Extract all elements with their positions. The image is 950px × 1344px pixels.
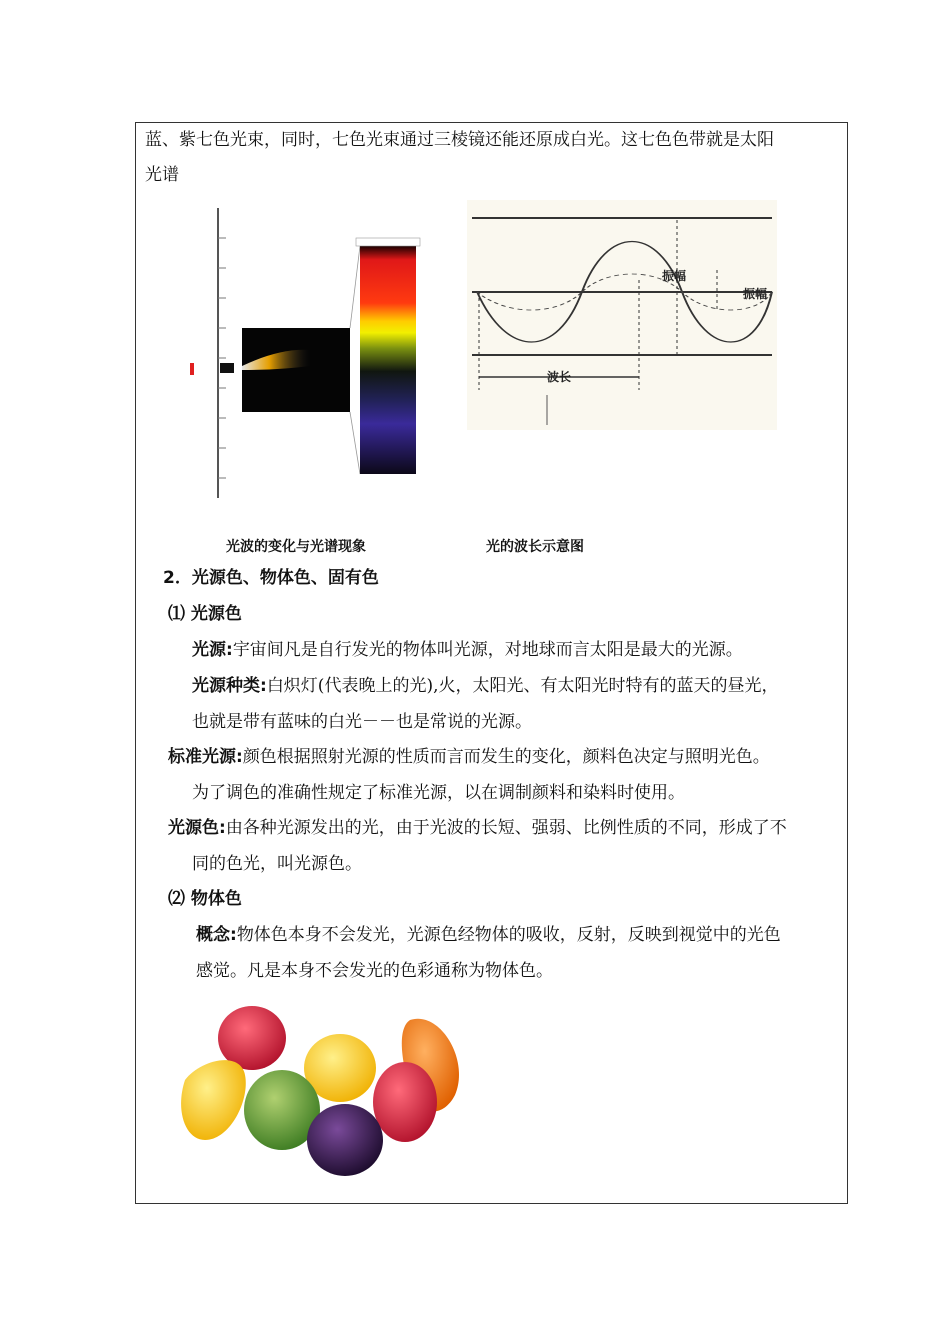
wavelength-diagram — [467, 200, 777, 430]
amplitude-label-2: 振幅 — [743, 287, 768, 301]
light-source-color-line-2: 同的色光，叫光源色。 — [192, 854, 362, 874]
term-light-source-color: 光源色: — [168, 818, 226, 838]
intro-line-1: 蓝、紫七色光束，同时，七色光束通过三棱镜还能还原成白光。这七色色带就是太阳 — [145, 130, 774, 150]
amplitude-label-1: 振幅 — [662, 269, 687, 283]
light-source-color-paragraph: 光源色:由各种光源发出的光，由于光波的长短、强弱、比例性质的不同，形成了不 — [168, 818, 787, 838]
sub-2-heading: ⑵ 物体色 — [168, 889, 242, 909]
term-concept: 概念: — [196, 925, 237, 945]
standard-light-line-2: 为了调色的准确性规定了标准光源，以在调制颜料和染料时使用。 — [192, 783, 685, 803]
term-standard-light: 标准光源: — [168, 747, 243, 767]
light-source-types-line-2: 也就是带有蓝味的白光－－也是常说的光源。 — [192, 712, 532, 732]
wavelength-label: 波长 — [547, 370, 572, 384]
intro-line-2: 光谱 — [145, 165, 179, 185]
wave-caption: 光的波长示意图 — [486, 539, 584, 555]
light-spectrum-figure — [180, 198, 425, 508]
object-color-line-2: 感觉。凡是本身不会发光的色彩通称为物体色。 — [196, 961, 553, 981]
term-light-source: 光源: — [192, 640, 233, 660]
spectrum-caption: 光波的变化与光谱现象 — [226, 539, 366, 555]
sub-1-heading: ⑴ 光源色 — [168, 604, 242, 624]
term-light-source-types: 光源种类: — [192, 676, 267, 696]
light-source-types-paragraph: 光源种类:白炽灯(代表晚上的光),火，太阳光、有太阳光时特有的蓝天的昼光， — [192, 676, 779, 696]
gummy-candies-photo — [180, 1000, 470, 1180]
section-2-heading: 2．光源色、物体色、固有色 — [163, 568, 379, 588]
object-color-paragraph: 概念:物体色本身不会发光，光源色经物体的吸收，反射，反映到视觉中的光色 — [196, 925, 781, 945]
standard-light-paragraph: 标准光源:颜色根据照射光源的性质而言而发生的变化，颜料色决定与照明光色。 — [168, 747, 770, 767]
light-source-paragraph: 光源:宇宙间凡是自行发光的物体叫光源，对地球而言太阳是最大的光源。 — [192, 640, 743, 660]
